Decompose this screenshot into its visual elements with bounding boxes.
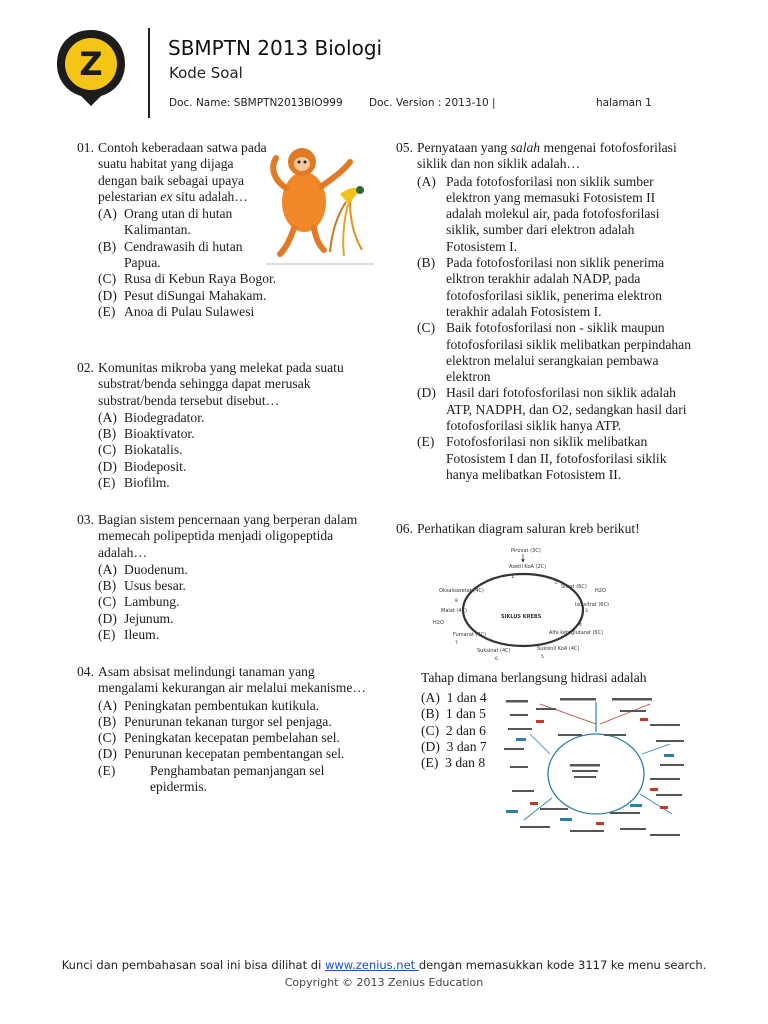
copyright: Copyright © 2013 Zenius Education [284, 976, 484, 989]
option: (E) Penghambatan pemanjangan sel epidermis. [98, 762, 325, 795]
node-asetil: Asetil KoA (2C) [509, 564, 547, 570]
node-piruvat: Piruvat (3C) [511, 548, 541, 554]
option: (A) Pada fotofosforilasi non siklik sumber elektron yang memasuki Fotosistem II adalah molekul air, pada fotofosforilasi siklik, sumber dari elektron adalah Fotosistem I. [417, 173, 660, 254]
svg-text:4: 4 [579, 623, 582, 628]
option: (A) Biodegradator. [98, 409, 205, 425]
doc-name: Doc. Name: SBMPTN2013BIO999 [169, 97, 343, 109]
options-list [396, 174, 692, 484]
question-text: Komunitas mikroba yang melekat pada suatu substrat/benda sehingga dapat merusak substrat/benda tersebut disebut… [98, 360, 344, 408]
question-06-prompt: Tahap dimana berlangsung hidrasi adalah [421, 670, 647, 685]
question-number: 01. [77, 140, 94, 155]
question-text: Perhatikan diagram saluran kreb berikut! [417, 521, 640, 536]
question-02 [77, 360, 377, 491]
zenius-logo [54, 28, 128, 108]
option: (D) Pesut diSungai Mahakam. [98, 287, 267, 303]
h2o-label-b: H2O [433, 620, 444, 626]
option: (C) Peningkatan kecepatan pembelahan sel. [98, 730, 340, 746]
question-06 [396, 521, 692, 537]
node-suksinat: Suksinat (4C) [477, 648, 511, 654]
option: (D) Jejunum. [98, 610, 174, 626]
option: (C) Baik fotofosforilasi non - siklik maupun fotofosforilasi siklik melibatkan perpindahan elektron melalui serangkaian pembawa elektron [417, 320, 692, 385]
option: (A) 1 dan 4 [421, 690, 487, 705]
question-01 [77, 140, 277, 320]
question-number: 06. [396, 521, 413, 536]
node-suksinil: Suksinil KoA (4C) [537, 646, 580, 652]
question-04 [77, 664, 377, 795]
orangutan-bird-illustration [266, 140, 374, 266]
logo-letter: Z [79, 45, 103, 83]
header-divider [148, 28, 150, 118]
option: (B) Cendrawasih di hutan Papua. [98, 238, 243, 271]
option: (B) Usus besar. [98, 578, 186, 594]
footer-note: Kunci dan pembahasan soal ini bisa dilihat di www.zenius.net dengan memasukkan kode 3117 ke menu search. [61, 958, 707, 972]
option: (E) Fotofosforilasi non siklik melibatkan Fotosistem I dan II, fotofosforilasi siklik hanya melibatkan Fotosistem II. [417, 434, 667, 482]
page-number: halaman 1 [596, 97, 652, 109]
question-text: Bagian sistem pencernaan yang berperan dalam memecah polipeptida menjadi oligopeptida adalah… [98, 512, 358, 560]
option: (A) Orang utan di hutan Kalimantan. [98, 206, 233, 238]
question-06-options [421, 690, 501, 771]
step-1: 1 [511, 574, 515, 580]
question-05 [396, 140, 692, 483]
question-03 [77, 512, 377, 643]
svg-text:7: 7 [455, 641, 458, 646]
zenius-link[interactable]: www.zenius.net [324, 958, 419, 972]
page-subtitle: Kode Soal [169, 64, 243, 82]
options-list [77, 562, 377, 643]
option: (D) Penurunan kecepatan pembentangan sel. [98, 746, 345, 762]
question-number: 05. [396, 140, 413, 155]
option: (D) Biodeposit. [98, 458, 187, 474]
svg-text:5: 5 [541, 655, 544, 660]
question-text: Contoh keberadaan satwa pada suatu habitat yang dijaga dengan baik sebagai upaya pelestarian ex situ adalah… [98, 140, 267, 204]
question-text: Asam absisat melindungi tanaman yang mengalami kekurangan air melalui mekanisme… [98, 664, 367, 696]
option: (D) 3 dan 7 [421, 738, 487, 754]
question-number: 03. [77, 512, 94, 527]
svg-text:8: 8 [455, 599, 458, 604]
svg-text:6: 6 [495, 657, 498, 662]
cycle-center-label: SIKLUS KREBS [501, 614, 542, 620]
option: (A) Peningkatan pembentukan kutikula. [98, 697, 320, 713]
option: (B) 1 dan 5 [421, 706, 486, 722]
question-text: Pernyataan yang salah mengenai fotofosforilasi siklik dan non siklik adalah… [417, 140, 677, 172]
option: (E) Anoa di Pulau Sulawesi [98, 303, 255, 319]
option: (E) Ileum. [98, 627, 160, 643]
h2o-label-a: H2O [595, 588, 606, 594]
option: (A) Duodenum. [98, 561, 188, 577]
svg-text:2: 2 [555, 581, 558, 586]
page-title: SBMPTN 2013 Biologi [168, 36, 383, 60]
option: (C) Biokatalis. [98, 442, 183, 458]
node-alfa-ketoglutarat: Alfa ketoglutarat (5C) [549, 630, 604, 636]
option: (B) Bioaktivator. [98, 426, 195, 442]
node-sitrat: Sitrat (6C) [561, 584, 587, 590]
options-list [77, 698, 377, 796]
options-list [98, 206, 277, 320]
question-number: 04. [77, 664, 94, 679]
options-list [77, 410, 377, 491]
option: (B) Penurunan tekanan turgor sel penjaga. [98, 713, 332, 729]
node-fumarat: Fumarat (4C) [453, 632, 486, 638]
option: (E) Biofilm. [98, 475, 170, 491]
svg-text:3: 3 [585, 609, 588, 614]
option: (D) Hasil dari fotofosforilasi non siklik adalah ATP, NADPH, dan O2, sedangkan hasil dari fotofosforilasi siklik hanya ATP. [417, 385, 687, 434]
option: (E) 3 dan 8 [421, 755, 486, 771]
node-isositrat: Iso sitrat (6C) [575, 602, 609, 608]
krebs-cycle-diagram [425, 544, 635, 666]
node-malat: Malat (4C) [441, 608, 467, 614]
option: (B) Pada fotofosforilasi non siklik penerima elktron terakhir adalah NADP, pada fotofosforilasi siklik, penerima elektron terakhir adalah Fotosistem I. [417, 255, 665, 319]
node-oksaloasetat: Oksaloasetat (4C) [439, 588, 484, 594]
question-number: 02. [77, 360, 94, 375]
option: (C) 2 dan 6 [421, 722, 486, 738]
option: (C) Lambung. [98, 594, 180, 610]
option: (C) Rusa di Kebun Raya Bogor. [98, 271, 277, 287]
metabolic-pathway-figure [500, 694, 690, 842]
doc-version: Doc. Version : 2013-10 | [369, 97, 496, 109]
